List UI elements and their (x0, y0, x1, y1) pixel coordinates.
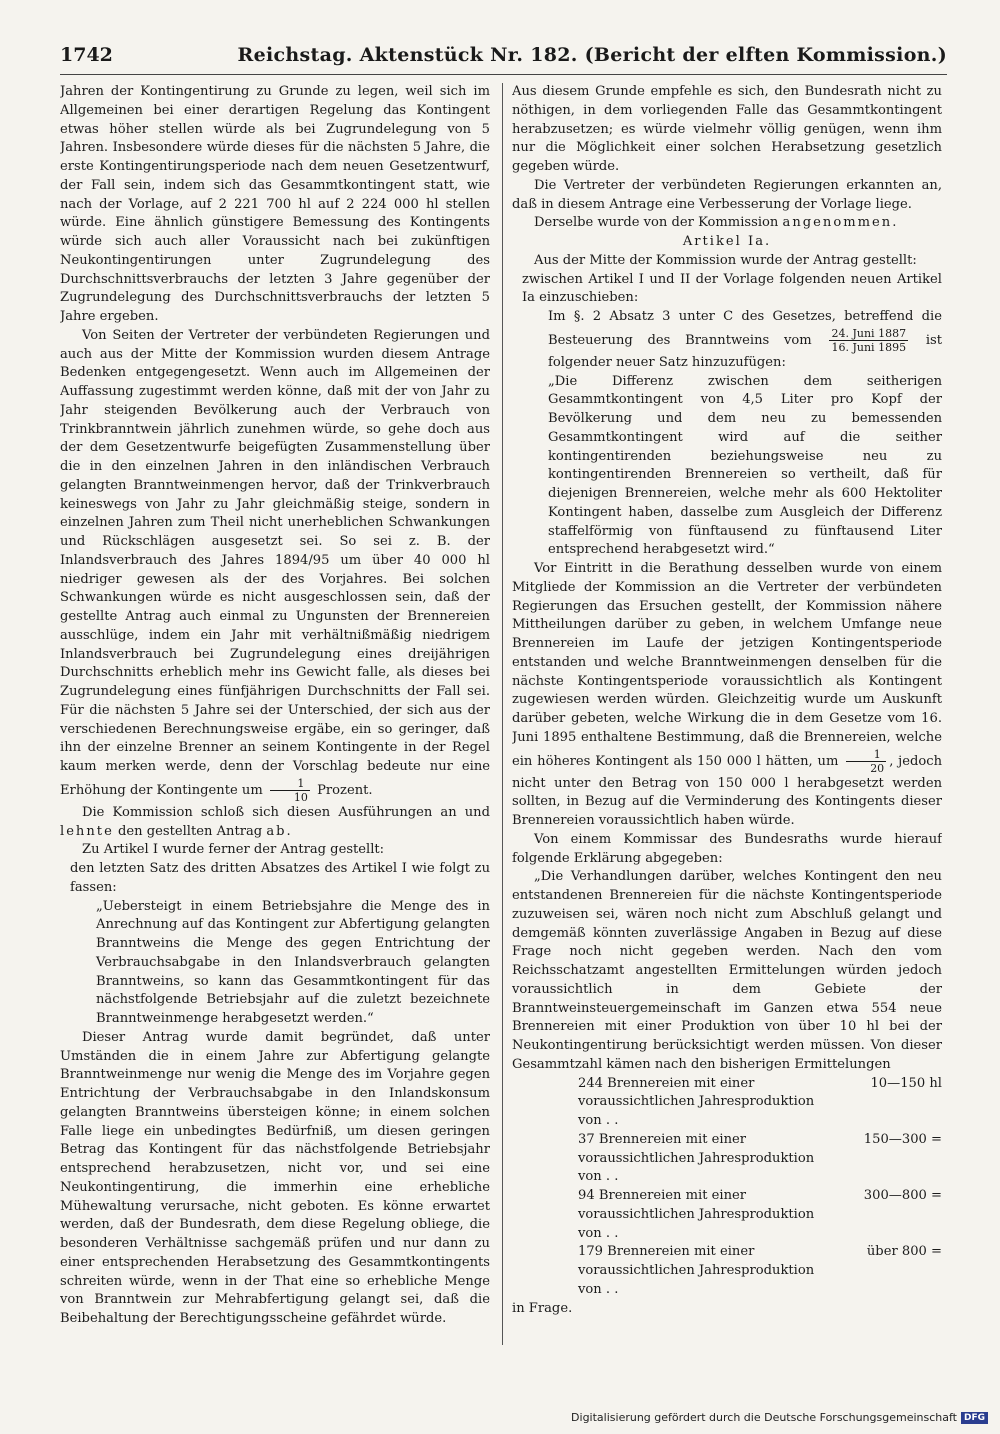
paragraph: Vor Eintritt in die Berathung desselben wurde von einem Mitgliede der Kommission an die Vertreter der verbündeten Regierungen das Ersuchen gestellt, der Kommission nähere Mittheilungen darüber zu geben, in welchem Umfange neue Brennereien im Laufe der jetzigen Kontingentsperiode entstanden und welche Branntweinmengen denselben für die nächste Kontingentsperiode voraussichtlich als Kontingent zugewiesen werden würden. Gleichzeitig wurde um Auskunft darüber gebeten, welche Wirkung die in dem Gesetze vom 16. Juni 1895 enthaltene Bestimmung, daß die Brennereien, welche ein höheres Kontingent als 150 000 l hätten, um $\frac{1}{20}$ , jedoch nicht unter den Betrag von 150 000 l herabgesetzt werden sollten, in Bezug auf die Verminderung des Kontingents dieser Brennereien voraussichtlich haben würde. (512, 561, 942, 828)
paragraph: Im §. 2 Absatz 3 unter C des Gesetzes, betreffend die Besteuerung des Branntweins vom $\frac{\text{24. Juni 1887}}{\text{16. Juni 1895}}$ ist folgender neuer Satz hinzuzufügen: (548, 309, 942, 370)
text-columns (60, 83, 947, 1345)
fraction: $\frac{1}{20}$ (846, 748, 886, 775)
brewery-table (578, 1075, 942, 1300)
running-title: Reichstag. Aktenstück Nr. 182. (Bericht der elften Kommission.) (237, 44, 947, 66)
paragraph: Dieser Antrag wurde damit begründet, daß unter Umständen die in einem Jahre zur Abfertigung gelangte Branntweinmenge nur wenig die Menge des im Vorjahre gegen Entrichtung der Verbrauchsabgabe in den Inlandskonsum gelangten Branntweins übersteigen könne; in einem solchen Falle liege ein unbedingtes Bedürfniß, um diesen geringen Betrag das Kontingent für das nächstfolgende Betriebsjahr entsprechend herabzusetzen, nicht vor, und sei eine Neukontingentirung, die immerhin eine erhebliche Mühewaltung verursache, nicht geboten. Es könne erwartet werden, daß der Bundesrath, dem diese Regelung obliege, die besonderen Verhältnisse sachgemäß prüfen und nur dann zu einer entsprechenden Herabsetzung des Gesammtkontingents schreiten würde, wenn in der That eine so erhebliche Menge von Branntwein zur Mehrabfertigung gelangt sei, daß die Beibehaltung der Berechtigungsscheine gefährdet würde. (60, 1029, 490, 1326)
quoted-text: „Die Differenz zwischen dem seitherigen Gesammtkontingent von 4,5 Liter pro Kopf der Bevölkerung und dem neu zu bemessenden Gesammtkontingent wird auf die seither kontingentirenden beziehungsweise neu zu kontingentirenden Brennereien so vertheilt, daß für diejenigen Brennereien, welche mehr als 600 Hektoliter Kontingent haben, dasselbe zum Ausgleich der Differenz staffelförmig von fünftausend zu fünftausend Liter entsprechend herabgesetzt wird.“ (548, 373, 942, 558)
paragraph: Von einem Kommissar des Bundesraths wurde hierauf folgende Erklärung abgegeben: (512, 831, 942, 866)
page-number: 1742 (60, 44, 113, 66)
quoted-text: „Die Verhandlungen darüber, welches Kontingent den neu entstandenen Brennereien für die nächste Kontingentsperiode zuzuweisen sei, wären noch nicht zum Abschluß gelangt und demgemäß könnten zuverlässige Angaben in Bezug auf diese Frage noch nicht gegeben werden. Nach den vom Reichsschatzamt angestellten Ermittelungen würden jedoch voraussichtlich in dem Gebiete der Branntweinsteuergemeinschaft im Ganzen etwa 554 neue Brennereien mit einer Produktion von über 10 hl bei der Neukontingentirung berücksichtigt werden müssen. Von dieser Gesammtzahl kämen nach den bisherigen Ermittelungen (512, 869, 942, 1072)
digitization-credit (571, 1411, 988, 1424)
paragraph: den letzten Satz des dritten Absatzes des Artikel I wie folgt zu fassen: (70, 861, 490, 895)
paragraph: in Frage. (512, 1300, 573, 1316)
page-header (60, 44, 947, 75)
paragraph: Jahren der Kontingentirung zu Grunde zu legen, weil sich im Allgemeinen bei einer derartigen Regelung das Kontingent etwas höher stellen würde als bei Zugrundelegung von 5 Jahren. Insbesondere würde dieses für die nächsten 5 Jahre, die erste Kontingentirungsperiode nach dem neuen Gesetzentwurf, der Fall sein, indem sich das Gesammtkontingent statt, wie nach der Vorlage, auf 2 221 700 hl auf 2 224 000 hl stellen würde. Eine ähnlich günstigere Bemessung des Kontingents würde sich auch aller Voraussicht nach bei zukünftigen Neukontingentirungen unter Zugrundelegung des Durchschnittsverbrauchs der letzten 3 Jahre gegenüber der Zugrundelegung des Durchschnittsverbrauchs der letzten 5 Jahre ergeben. (60, 84, 490, 324)
dfg-logo-icon: DFG (961, 1412, 988, 1424)
article-heading: Artikel Ia. (682, 234, 772, 249)
column-divider (502, 83, 503, 1345)
table-row: 94 Brennereien mit einer voraussichtlichen Jahresproduktion von . . 300—800 = (578, 1188, 942, 1241)
paragraph: Aus der Mitte der Kommission wurde der Antrag gestellt: (534, 252, 917, 268)
document-page (60, 44, 947, 1345)
left-column (60, 83, 490, 1345)
paragraph: Aus diesem Grunde empfehle es sich, den Bundesrath nicht zu nöthigen, in dem vorliegenden Falle das Gesammtkontingent herabzusetzen; es würde vielmehr völlig genügen, wenn ihm nur die Möglichkeit einer solchen Herabsetzung gesetzlich gegeben würde. (512, 84, 942, 174)
date-fraction: $\frac{\text{24. Juni 1887}}{\text{16. Juni 1895}}$ (831, 326, 907, 354)
table-row: 37 Brennereien mit einer voraussichtlichen Jahresproduktion von . . 150—300 = (578, 1131, 942, 1185)
table-row: 179 Brennereien mit einer voraussichtlichen Jahresproduktion von . . über 800 = (578, 1244, 942, 1297)
paragraph: Von Seiten der Vertreter der verbündeten Regierungen und auch aus der Mitte der Kommission wurden diesem Antrage Bedenken entgegengesetzt. Wenn auch im Allgemeinen der Auffassung zugestimmt werden könne, daß mit der von Jahr zu Jahr steigenden Bevölkerung auch der Verbrauch von Trinkbranntwein jährlich zunehmen würde, so gehe doch aus der dem Gesetzentwurfe beigefügten Zusammenstellung über die in den einzelnen Jahren in den inländischen Verbrauch gelangten Branntweinmengen hervor, daß der Trinkverbrauch keineswegs von Jahr zu Jahr gleichmäßig steige, sondern in einzelnen Jahren zum Theil nicht unerheblichen Schwankungen und Rückschlägen ausgesetzt sei. So sei z. B. der Inlandsverbrauch des Jahres 1894/95 um über 40 000 hl niedriger gewesen als der des Vorjahres. Bei solchen Schwankungen würde es nicht ausgeschlossen sein, daß der gestellte Antrag auch einmal zu Ungunsten der Brennereien ausschlüge, indem ein Jahr mit verhältnißmäßig niedrigem Inlandsverbrauch bei Zugrundelegung eines dreijährigen Durchschnitts erheblich mehr ins Gewicht falle, als dieses bei Zugrundelegung eines fünfjährigen Durchschnitts der Fall sei. Für die nächsten 5 Jahre sei der Unterschied, der sich aus der verschiedenen Berechnungsweise ergäbe, ein so geringer, daß ihn der einzelne Brenner an seinem Kontingente in der Regel kaum merken werde, denn der Vorschlag bedeute nur eine Erhöhung der Kontingente um $\frac{1}{10}$ Prozent. (60, 327, 490, 804)
credit-text: Digitalisierung gefördert durch die Deutsche Forschungsgemeinschaft (571, 1411, 957, 1424)
paragraph: Zu Artikel I wurde ferner der Antrag gestellt: (82, 842, 385, 858)
quoted-text: „Uebersteigt in einem Betriebsjahre die Menge des in Anrechnung auf das Kontingent zur Abfertigung gelangten Branntweins die Menge des gegen Entrichtung der Verbrauchsabgabe in den Inlandsverbrauch gelangten Branntweins, so kann das Gesammtkontingent für das nächstfolgende Betriebsjahr auf die zuletzt bezeichnete Branntweinmenge herabgesetzt werden.“ (96, 898, 490, 1026)
paragraph: Die Vertreter der verbündeten Regierungen erkannten an, daß in diesem Antrage eine Verbesserung der Vorlage liege. (512, 177, 942, 212)
paragraph: Derselbe wurde von der Kommission angenommen. (534, 215, 899, 231)
fraction: $\frac{1}{10}$ (270, 777, 310, 804)
table-row: 244 Brennereien mit einer voraussichtlichen Jahresproduktion von . . 10—150 hl (578, 1075, 942, 1128)
right-column (512, 83, 942, 1345)
paragraph: Die Kommission schloß sich diesen Ausführungen an und lehnte den gestellten Antrag ab. (60, 804, 490, 839)
paragraph: zwischen Artikel I und II der Vorlage folgenden neuen Artikel Ia einzuschieben: (522, 271, 942, 306)
